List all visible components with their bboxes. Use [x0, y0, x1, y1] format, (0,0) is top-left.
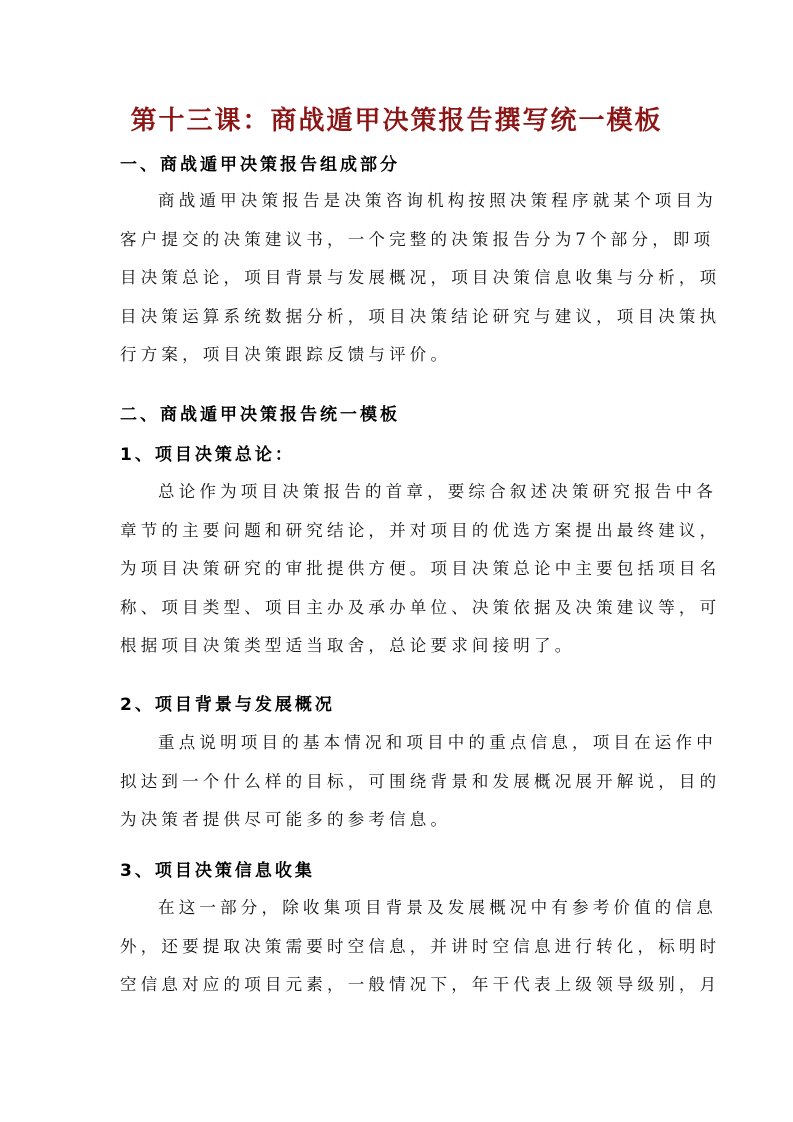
subsection-paragraph-1 [120, 473, 721, 666]
section-heading-1: 一、商战遁甲决策报告组成部分 [120, 155, 400, 175]
paragraph-line: 为项目决策研究的审批提供方便。项目决策总论中主要包括项目名 [120, 559, 721, 578]
paragraph-line: 客户提交的决策建议书，一个完整的决策报告分为7个部分，即项 [120, 229, 715, 249]
paragraph-line: 目决策运算系统数据分析，项目决策结论研究与建议，项目决策执 [120, 306, 721, 326]
paragraph-line: 重点说明项目的基本情况和项目中的重点信息，项目在运作中 [158, 733, 717, 752]
section-paragraph-1 [120, 182, 721, 375]
subsection-heading-3: 3、项目决策信息收集 [120, 861, 315, 881]
subsection-paragraph-3 [120, 889, 721, 1005]
document-title: 第十三课：商战遁甲决策报告撰写统一模板 [130, 106, 663, 136]
paragraph-line: 在这一部分，除收集项目背景及发展概况中有参考价值的信息 [158, 898, 717, 917]
paragraph-line: 空信息对应的项目元素，一般情况下，年干代表上级领导级别，月 [120, 975, 721, 994]
paragraph-line: 商战遁甲决策报告是决策咨询机构按照决策程序就某个项目为 [158, 191, 717, 210]
paragraph-line: 拟达到一个什么样的目标，可围绕背景和发展概况展开解说，目的 [120, 771, 721, 791]
paragraph-line: 总论作为项目决策报告的首章，要综合叙述决策研究报告中各 [158, 482, 717, 501]
paragraph-line: 根据项目决策类型适当取舍，总论要求间接明了。 [120, 636, 576, 655]
paragraph-line: 目决策总论，项目背景与发展概况，项目决策信息收集与分析，项 [120, 268, 721, 287]
paragraph-line: 外，还要提取决策需要时空信息，并讲时空信息进行转化，标明时 [120, 936, 721, 956]
subsection-heading-2: 2、项目背景与发展概况 [120, 695, 335, 715]
subsection-heading-1: 1、项目决策总论： [120, 445, 295, 465]
paragraph-line: 为决策者提供尽可能多的参考信息。 [120, 810, 452, 829]
section-heading-2: 二、商战遁甲决策报告统一模板 [120, 405, 400, 425]
subsection-paragraph-2 [120, 724, 721, 840]
paragraph-line: 章节的主要问题和研究结论，并对项目的优选方案提出最终建议， [120, 520, 721, 540]
paragraph-line: 称、项目类型、项目主办及承办单位、决策依据及决策建议等，可 [120, 597, 721, 617]
paragraph-line: 行方案，项目决策跟踪反馈与评价。 [120, 345, 452, 364]
